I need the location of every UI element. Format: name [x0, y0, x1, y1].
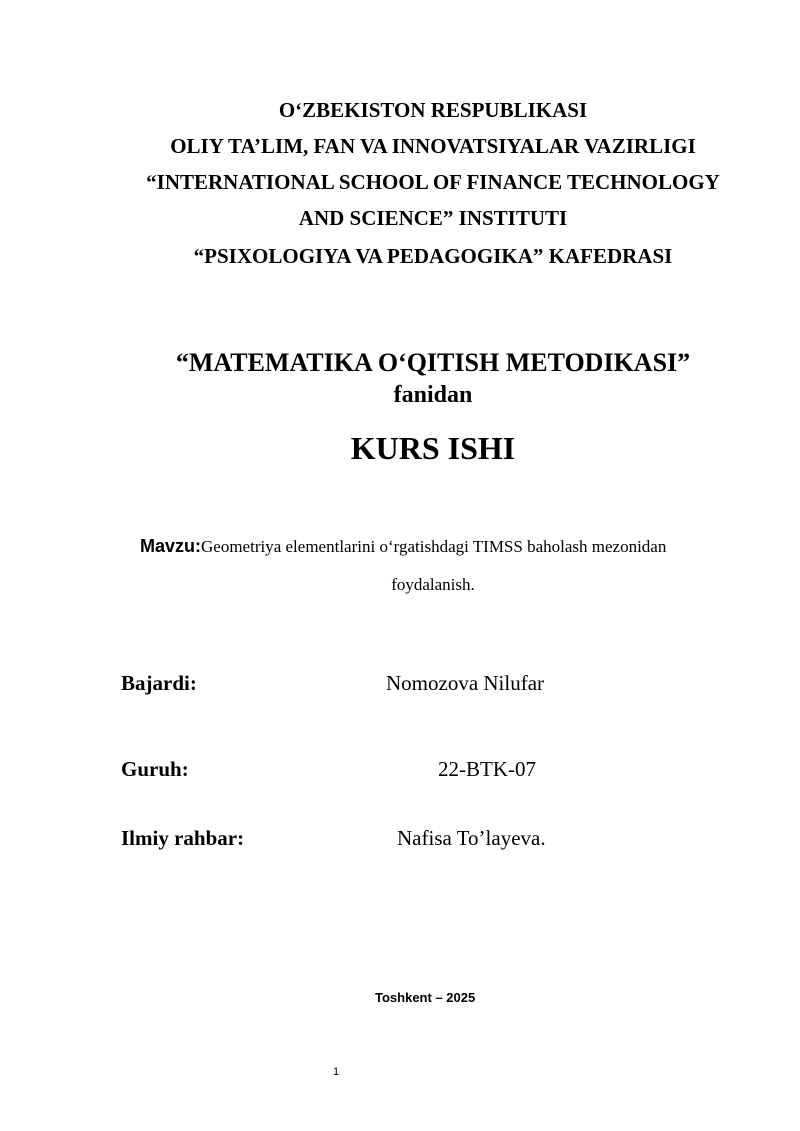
topic-label: Mavzu: — [140, 536, 202, 556]
course-subject: “MATEMATIKA O‘QITISH METODIKASI” — [175, 348, 691, 377]
topic-text-2: foydalanish. — [391, 575, 475, 594]
guruh-value: 22-BTK-07 — [438, 757, 536, 781]
city-year: Toshkent – 2025 — [375, 990, 476, 1005]
page-number: 1 — [333, 1066, 340, 1078]
header-line-department: “PSIXOLOGIYA VA PEDAGOGIKA” KAFEDRASI — [193, 244, 673, 268]
work-type-title: KURS ISHI — [350, 430, 516, 466]
header-line-ministry-country: O‘ZBEKISTON RESPUBLIKASI — [278, 98, 588, 122]
header-line-institute-1: “INTERNATIONAL SCHOOL OF FINANCE TECHNOLOGY — [146, 170, 720, 194]
topic-text-1: Geometriya elementlarini o‘rgatishdagi TIMSS baholash mezonidan — [201, 537, 667, 556]
topic-line-1 — [140, 536, 666, 557]
header-line-institute-2: AND SCIENCE” INSTITUTI — [298, 206, 568, 230]
bajardi-value: Nomozova Nilufar — [386, 671, 545, 695]
course-fanidan: fanidan — [393, 382, 473, 408]
rahbar-label: Ilmiy rahbar: — [121, 826, 245, 850]
header-line-ministry: OLIY TA’LIM, FAN VA INNOVATSIYALAR VAZIRLIGI — [170, 134, 696, 158]
bajardi-label: Bajardi: — [121, 671, 197, 695]
guruh-label: Guruh: — [121, 757, 189, 781]
rahbar-value: Nafisa To’layeva. — [397, 826, 546, 850]
